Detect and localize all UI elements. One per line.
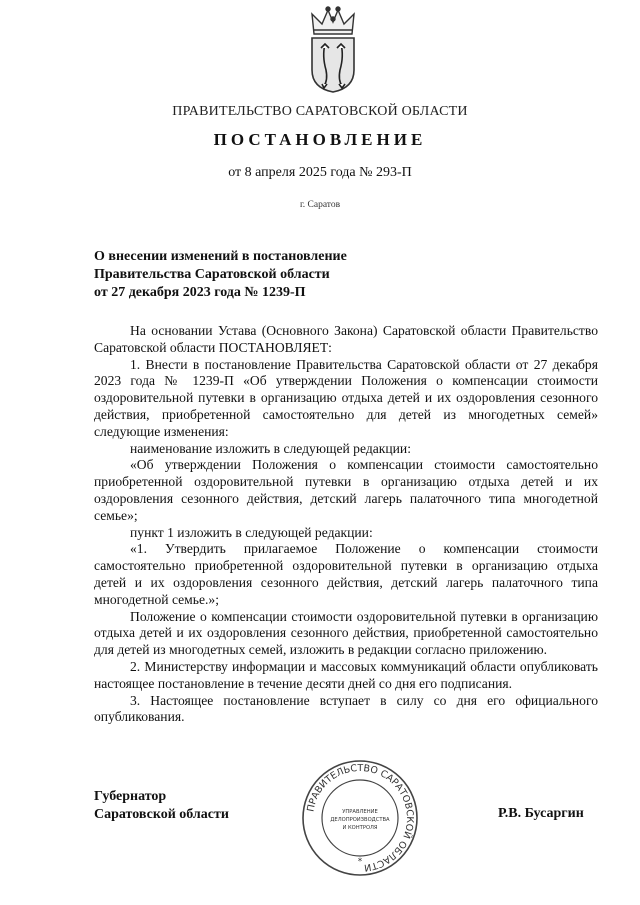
document-type: ПОСТАНОВЛЕНИЕ	[213, 130, 427, 149]
subject-line: О внесении изменений в постановление	[94, 249, 347, 264]
stamp-center-line: И КОНТРОЛЯ	[342, 825, 378, 831]
organization-name: ПРАВИТЕЛЬСТВО САРАТОВСКОЙ ОБЛАСТИ	[172, 104, 468, 119]
subject-line: от 27 декабря 2023 года № 1239-П	[94, 285, 306, 300]
body-paragraph: Положение о компенсации стоимости оздоровительной путевки в организацию отдыха детей и их оздоровления сезонного действия, приобретенной самостоятельно для детей из многодетных семей, изложить в редакции согласно приложению.	[94, 608, 598, 658]
body-paragraph: пункт 1 изложить в следующей редакции:	[130, 524, 373, 540]
body-paragraph: 3. Настоящее постановление вступает в силу со дня его официального опубликования.	[94, 692, 598, 725]
body-paragraph: «1. Утвердить прилагаемое Положение о компенсации стоимости самостоятельно приобретенной оздоровительной путевки в организацию отдыха детей и их оздоровления сезонного действия, детский лагерь палаточного типа многодетной семье.»;	[94, 541, 598, 607]
document-city: г. Саратов	[299, 200, 341, 210]
signatory-title	[94, 788, 229, 824]
document-subject	[94, 248, 414, 302]
saratov-coat-of-arms-icon	[300, 4, 366, 94]
official-stamp	[300, 758, 420, 878]
signatory-title-line: Саратовской области	[94, 807, 229, 822]
body-paragraph: На основании Устава (Основного Закона) Саратовской области Правительство Саратовской области ПОСТАНОВЛЯЕТ:	[94, 323, 598, 355]
stamp-center-line: УПРАВЛЕНИЕ	[342, 809, 378, 815]
subject-line: Правительства Саратовской области	[94, 267, 330, 282]
signatory-name: Р.В. Бусаргин	[498, 806, 584, 821]
stamp-ring-text: ПРАВИТЕЛЬСТВО САРАТОВСКОЙ ОБЛАСТИ	[305, 762, 416, 873]
body-paragraph: 2. Министерству информации и массовых коммуникаций области опубликовать настоящее постановление в течение десяти дней со дня его подписания.	[94, 658, 598, 691]
body-paragraph: 1. Внести в постановление Правительства Саратовской области от 27 декабря 2023 года № 1239-П «Об утверждении Положения о компенсации стоимости оздоровительной путевки в организацию отдыха детей и их оздоровления сезонного действия, приобретенной самостоятельно для детей из многодетных семей» следующие изменения:	[94, 356, 598, 439]
body-paragraph: наименование изложить в следующей редакции:	[130, 440, 411, 456]
stamp-center-line: ДЕЛОПРОИЗВОДСТВА	[330, 817, 390, 823]
document-date-number: от 8 апреля 2025 года № 293-П	[228, 165, 412, 180]
signatory-title-line: Губернатор	[94, 789, 167, 804]
body-paragraph: «Об утверждении Положения о компенсации стоимости самостоятельно приобретенной оздоровительной путевки в организацию отдыха детей и их оздоровления сезонного действия, детский лагерь палаточного типа многодетной семье»;	[94, 457, 598, 523]
document-body	[94, 323, 598, 726]
stamp-star: *	[357, 857, 363, 867]
